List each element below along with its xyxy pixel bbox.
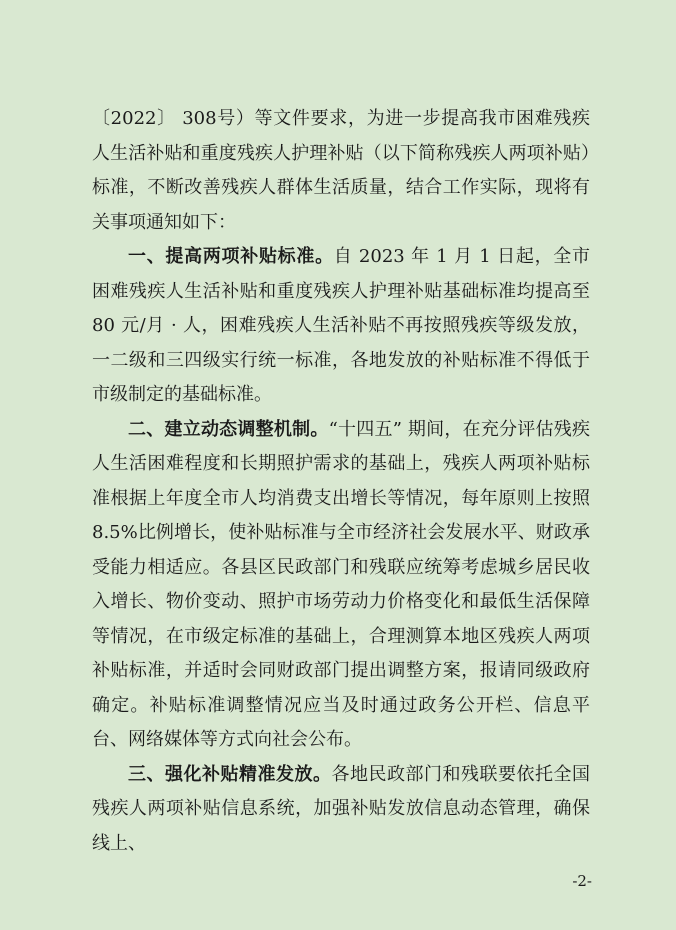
page-number: -2- — [572, 872, 592, 890]
section-3-text: 各地民政部门和残联要依托全国残疾人两项补贴信息系统，加强补贴发放信息动态管理，确保线上、 — [92, 763, 590, 854]
section-2-heading: 二、建立动态调整机制。 — [128, 418, 329, 440]
section-2-text: “十四五” 期间，在充分评估残疾人生活困难程度和长期照护需求的基础上，残疾人两项补贴标准根据上年度全市人均消费支出增长等情况，每年原则上按照 8.5%比例增长，使补贴标准与全市经济社会发展水平、财政承受能力相适应。各县区民政部门和残联应统筹考虑城乡居民收入增长、物价变动、照护市场劳动力价格变化和最低生活保障等情况，在市级定标准的基础上，合理测算本地区残疾人两项补贴标准，并适时会同财政部门提出调整方案，报请同级政府确定。补贴标准调整情况应当及时通过政务公开栏、信息平台、网络媒体等方式向社会公布。 — [92, 418, 591, 750]
intro-text: 〔2022〕 308号）等文件要求，为进一步提高我市困难残疾人生活补贴和重度残疾人护理补贴（以下简称残疾人两项补贴）标准，不断改善残疾人群体生活质量，结合工作实际，现将有关事项通知如下： — [92, 108, 590, 233]
document-body — [92, 102, 590, 861]
section-1-paragraph — [92, 240, 590, 413]
section-3-paragraph — [92, 758, 590, 862]
section-2-paragraph — [92, 413, 590, 758]
section-3-heading: 三、强化补贴精准发放。 — [128, 763, 332, 785]
section-1-text: 自 2023 年 1 月 1 日起，全市困难残疾人生活补贴和重度残疾人护理补贴基础标准均提高至 80 元/月 · 人，困难残疾人生活补贴不再按照残疾等级发放，一二级和三四级实行统一标准，各地发放的补贴标准不得低于市级制定的基础标准。 — [92, 246, 591, 405]
section-1-heading: 一、提高两项补贴标准。 — [128, 246, 334, 267]
intro-paragraph — [92, 102, 590, 240]
